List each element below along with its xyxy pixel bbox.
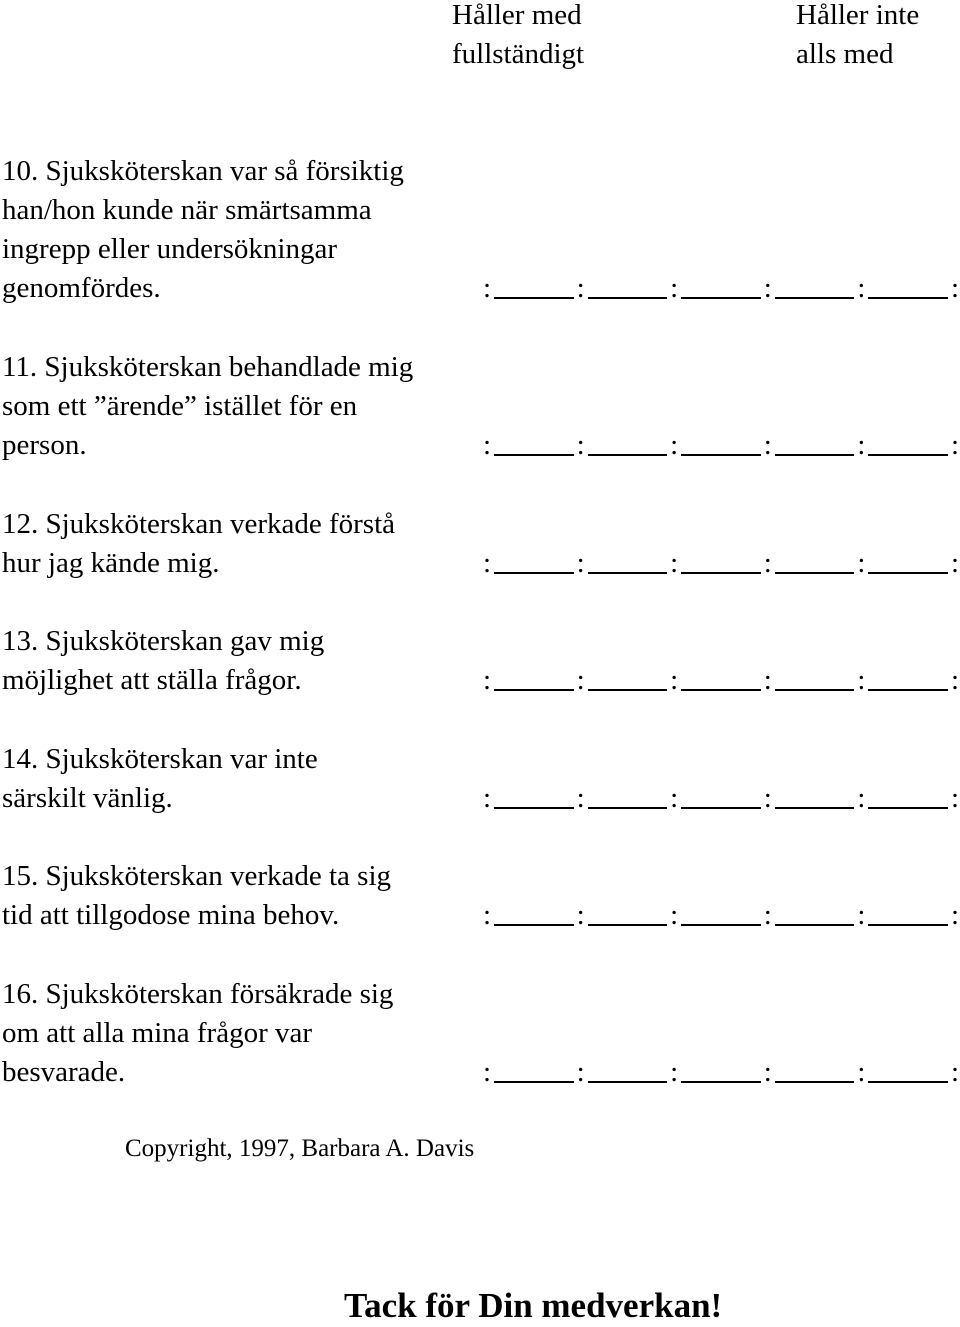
- rating-option-blank[interactable]: [868, 924, 948, 926]
- scale-separator: :: [950, 429, 959, 461]
- rating-scale: [482, 779, 960, 818]
- rating-option-blank[interactable]: [868, 454, 948, 456]
- question-text-line: möjlighet att ställa frågor.: [2, 664, 302, 696]
- scale-separator: :: [857, 429, 866, 461]
- scale-header-disagree-line2: alls med: [796, 38, 894, 70]
- question-item: [2, 975, 959, 1092]
- question-text-line: som ett ”ärende” istället för en: [2, 390, 358, 422]
- rating-option-blank[interactable]: [588, 1081, 668, 1083]
- rating-option-blank[interactable]: [588, 807, 668, 809]
- question-text-line: besvarade.: [2, 1056, 126, 1088]
- rating-option-blank[interactable]: [494, 924, 574, 926]
- question-text-line: hur jag kände mig.: [2, 547, 220, 579]
- scale-separator: :: [670, 664, 679, 696]
- scale-separator: :: [763, 664, 772, 696]
- scale-separator: :: [857, 782, 866, 814]
- scale-separator: :: [576, 782, 585, 814]
- question-text-line: 15. Sjuksköterskan verkade ta sig: [2, 860, 392, 892]
- rating-option-blank[interactable]: [775, 924, 855, 926]
- rating-option-blank[interactable]: [681, 454, 761, 456]
- copyright-notice: Copyright, 1997, Barbara A. Davis: [125, 1135, 475, 1162]
- scale-separator: :: [857, 899, 866, 931]
- rating-scale: [482, 1053, 960, 1092]
- rating-option-blank[interactable]: [681, 689, 761, 691]
- question-text-line: ingrepp eller undersökningar: [2, 233, 338, 265]
- question-text-line: 11. Sjuksköterskan behandlade mig: [2, 351, 414, 383]
- rating-option-blank[interactable]: [494, 297, 574, 299]
- scale-separator: :: [857, 272, 866, 304]
- question-item: [2, 857, 959, 935]
- question-text-line: 13. Sjuksköterskan gav mig: [2, 625, 325, 657]
- scale-separator: :: [670, 782, 679, 814]
- rating-option-blank[interactable]: [681, 572, 761, 574]
- scale-separator: :: [857, 547, 866, 579]
- question-text-line: 16. Sjuksköterskan försäkrade sig: [2, 978, 394, 1010]
- question-text-line: tid att tillgodose mina behov.: [2, 899, 340, 931]
- scale-separator: :: [670, 899, 679, 931]
- scale-separator: :: [857, 1056, 866, 1088]
- rating-option-blank[interactable]: [681, 924, 761, 926]
- rating-option-blank[interactable]: [588, 572, 668, 574]
- scale-separator: :: [763, 899, 772, 931]
- scale-separator: :: [950, 899, 959, 931]
- scale-separator: :: [763, 782, 772, 814]
- rating-scale: [482, 896, 960, 935]
- question-text-line: särskilt vänlig.: [2, 782, 173, 814]
- rating-option-blank[interactable]: [868, 807, 948, 809]
- rating-option-blank[interactable]: [588, 454, 668, 456]
- question-item: [2, 622, 959, 700]
- scale-separator: :: [857, 664, 866, 696]
- rating-option-blank[interactable]: [681, 297, 761, 299]
- question-item: [2, 348, 959, 465]
- scale-separator: :: [670, 1056, 679, 1088]
- scale-separator: :: [482, 782, 492, 814]
- question-text-line: 14. Sjuksköterskan var inte: [2, 743, 318, 775]
- scale-header-disagree: [796, 0, 919, 74]
- scale-separator: :: [576, 429, 585, 461]
- rating-option-blank[interactable]: [775, 689, 855, 691]
- rating-option-blank[interactable]: [868, 1081, 948, 1083]
- rating-option-blank[interactable]: [681, 807, 761, 809]
- scale-separator: :: [670, 429, 679, 461]
- question-item: [2, 152, 959, 308]
- question-text-line: 12. Sjuksköterskan verkade förstå: [2, 508, 396, 540]
- question-item: [2, 740, 959, 818]
- rating-option-blank[interactable]: [588, 297, 668, 299]
- scale-separator: :: [950, 1056, 959, 1088]
- rating-scale: [482, 661, 960, 700]
- question-text-line: han/hon kunde när smärtsamma: [2, 194, 372, 226]
- rating-option-blank[interactable]: [775, 572, 855, 574]
- scale-header-agree: [452, 0, 584, 74]
- scale-separator: :: [950, 272, 959, 304]
- scale-header-agree-line1: Håller med: [452, 0, 582, 31]
- scale-separator: :: [670, 272, 679, 304]
- rating-option-blank[interactable]: [494, 1081, 574, 1083]
- question-text-line: om att alla mina frågor var: [2, 1017, 313, 1049]
- rating-option-blank[interactable]: [775, 297, 855, 299]
- scale-header-agree-line2: fullständigt: [452, 38, 585, 70]
- rating-option-blank[interactable]: [775, 454, 855, 456]
- scale-separator: :: [482, 1056, 492, 1088]
- scale-separator: :: [482, 547, 492, 579]
- scale-separator: :: [763, 272, 772, 304]
- scale-separator: :: [950, 547, 959, 579]
- scale-separator: :: [482, 272, 492, 304]
- scale-separator: :: [576, 272, 585, 304]
- scale-separator: :: [670, 547, 679, 579]
- rating-option-blank[interactable]: [494, 572, 574, 574]
- rating-option-blank[interactable]: [868, 572, 948, 574]
- scale-separator: :: [576, 547, 585, 579]
- scale-separator: :: [763, 1056, 772, 1088]
- question-text-line: person.: [2, 429, 87, 461]
- rating-option-blank[interactable]: [588, 924, 668, 926]
- thank-you-message: Tack för Din medverkan!: [344, 1286, 723, 1325]
- scale-separator: :: [482, 429, 492, 461]
- question-item: [2, 505, 959, 583]
- question-text-line: genomfördes.: [2, 272, 161, 304]
- rating-scale: [482, 269, 960, 308]
- scale-separator: :: [950, 664, 959, 696]
- question-text-line: 10. Sjuksköterskan var så försiktig: [2, 155, 404, 187]
- rating-option-blank[interactable]: [868, 297, 948, 299]
- scale-separator: :: [482, 899, 492, 931]
- rating-option-blank[interactable]: [494, 689, 574, 691]
- rating-option-blank[interactable]: [588, 689, 668, 691]
- rating-option-blank[interactable]: [775, 1081, 855, 1083]
- rating-scale: [482, 544, 960, 583]
- rating-option-blank[interactable]: [494, 807, 574, 809]
- scale-separator: :: [576, 664, 585, 696]
- scale-separator: :: [576, 1056, 585, 1088]
- rating-option-blank[interactable]: [494, 454, 574, 456]
- rating-option-blank[interactable]: [868, 689, 948, 691]
- scale-separator: :: [950, 782, 959, 814]
- scale-header-disagree-line1: Håller inte: [796, 0, 920, 31]
- rating-scale: [482, 426, 960, 465]
- scale-separator: :: [763, 429, 772, 461]
- rating-option-blank[interactable]: [775, 807, 855, 809]
- scale-separator: :: [576, 899, 585, 931]
- rating-option-blank[interactable]: [681, 1081, 761, 1083]
- scale-separator: :: [763, 547, 772, 579]
- scale-separator: :: [482, 664, 492, 696]
